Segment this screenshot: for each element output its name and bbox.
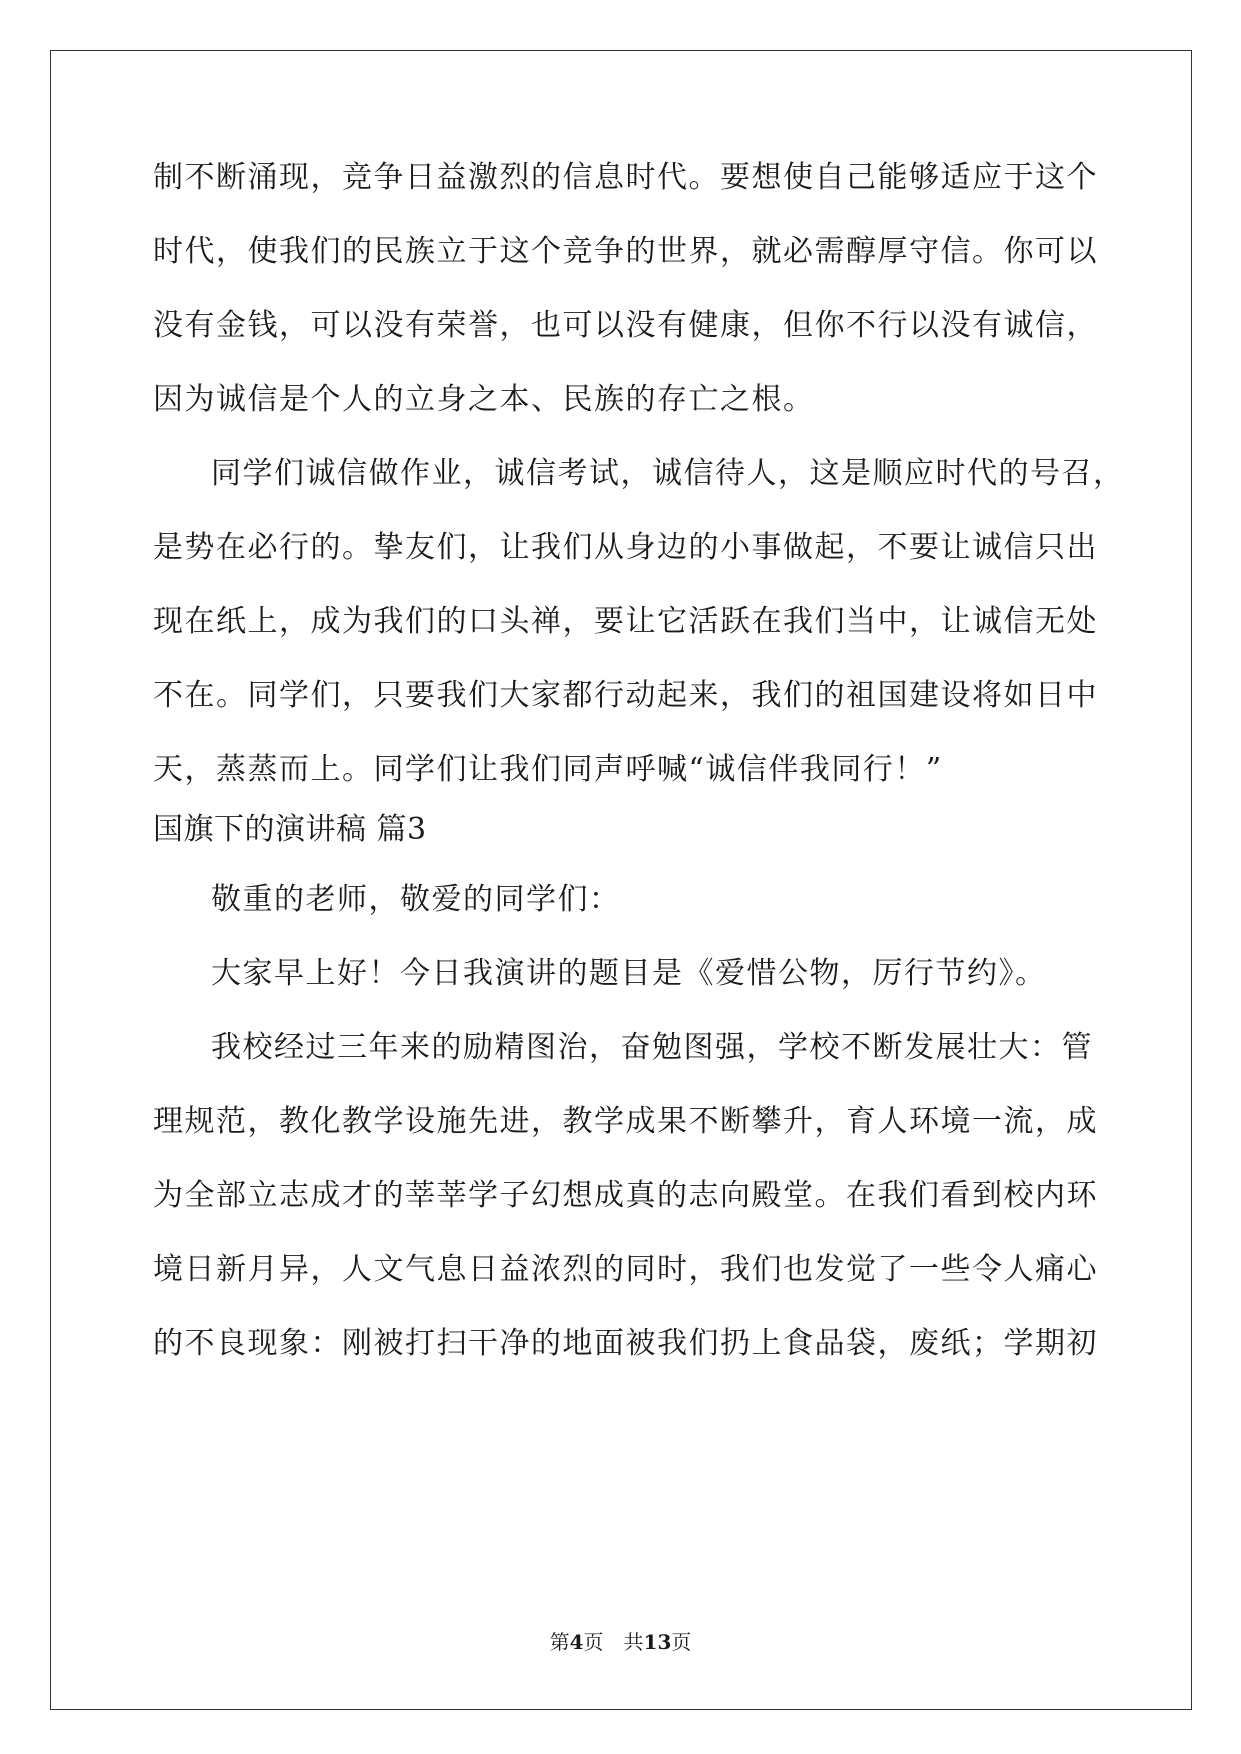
section-heading: 国旗下的演讲稿 篇3 <box>153 812 427 847</box>
paragraph-line: 同学们诚信做作业，诚信考试，诚信待人，这是顺应时代的号召， <box>211 456 1125 491</box>
paragraph-line: 我校经过三年来的励精图治，奋勉图强，学校不断发展壮大：管 <box>211 1030 1093 1065</box>
paragraph-line: 是势在必行的。挚友们，让我们从身边的小事做起，不要让诚信只出 <box>153 530 1098 565</box>
page-mid: 页 共 <box>583 1630 644 1654</box>
page-footer <box>0 1630 1241 1654</box>
paragraph-line: 不在。同学们，只要我们大家都行动起来，我们的祖国建设将如日中 <box>153 678 1098 713</box>
paragraph-line: 理规范，教化教学设施先进，教学成果不断攀升，育人环境一流，成 <box>153 1104 1098 1139</box>
page-total-number: 13 <box>643 1630 672 1654</box>
paragraph-line: 为全部立志成才的莘莘学子幻想成真的志向殿堂。在我们看到校内环 <box>153 1178 1098 1213</box>
paragraph-line: 制不断涌现，竞争日益激烈的信息时代。要想使自己能够适应于这个 <box>153 160 1098 195</box>
page-prefix: 第 <box>549 1630 570 1654</box>
paragraph-line: 的不良现象：刚被打扫干净的地面被我们扔上食品袋，废纸；学期初 <box>153 1326 1098 1361</box>
paragraph-line: 大家早上好！今日我演讲的题目是《爱惜公物，厉行节约》。 <box>211 956 1047 991</box>
paragraph-line: 没有金钱，可以没有荣誉，也可以没有健康，但你不行以没有诚信， <box>153 308 1098 343</box>
paragraph-line: 时代，使我们的民族立于这个竞争的世界，就必需醇厚守信。你可以 <box>153 234 1098 269</box>
page-suffix: 页 <box>671 1630 692 1654</box>
paragraph-line: 现在纸上，成为我们的口头禅，要让它活跃在我们当中，让诚信无处 <box>153 604 1098 639</box>
page-current-number: 4 <box>569 1630 584 1654</box>
paragraph-line: 敬重的老师，敬爱的同学们： <box>211 882 621 917</box>
paragraph-line: 因为诚信是个人的立身之本、民族的存亡之根。 <box>153 382 815 417</box>
paragraph-line: 境日新月异，人文气息日益浓烈的同时，我们也发觉了一些令人痛心 <box>153 1252 1098 1287</box>
paragraph-line: 天，蒸蒸而上。同学们让我们同声呼喊“诚信伴我同行！” <box>153 752 943 787</box>
